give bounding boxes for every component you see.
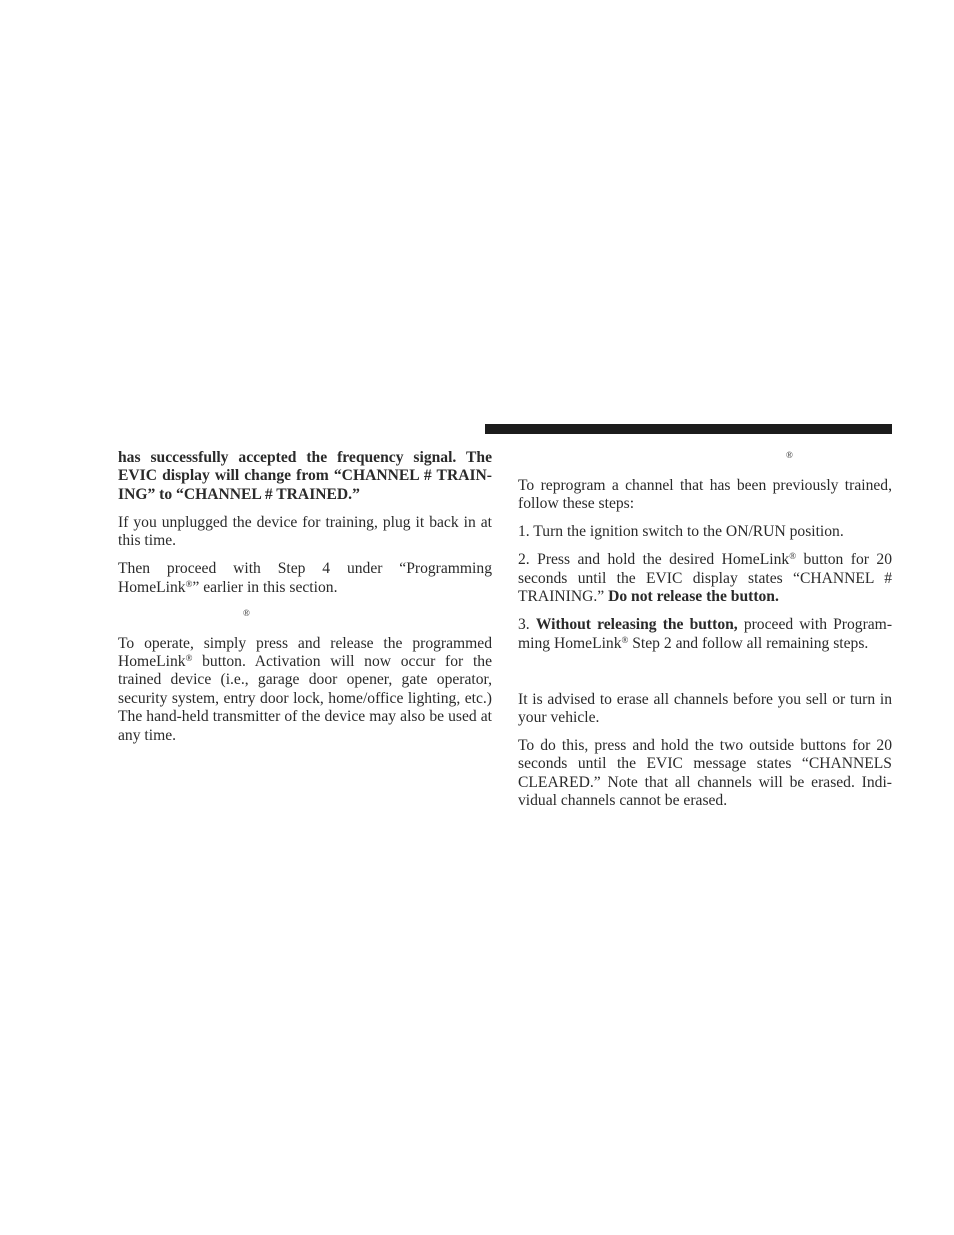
using-homelink-heading — [118, 607, 492, 625]
reprogram-intro-paragraph: To reprogram a channel that has been previously trained, follow these steps: — [518, 476, 892, 513]
proceed-step4-text: Then proceed with Step 4 under “Programming HomeLink — [118, 560, 492, 596]
left-column — [118, 449, 492, 755]
proceed-step4-text-end: ” earlier in this section. — [192, 578, 338, 596]
registered-mark: ® — [621, 634, 629, 645]
registered-mark: ® — [185, 578, 193, 589]
step-2-text: 2. Press and hold the desired HomeLink — [518, 551, 790, 569]
step-2-text-mid: button for 20 seconds until the EVIC display states “CHANNEL # TRAINING.” — [518, 551, 893, 606]
step-3-text-end: Step 2 and follow all remaining steps. — [628, 634, 869, 652]
section-header-rule — [485, 424, 892, 434]
registered-mark: ® — [185, 653, 193, 664]
step-3-number: 3. — [518, 616, 536, 634]
heading-registered-mark: ® — [786, 450, 793, 460]
right-column — [518, 449, 892, 820]
registered-mark: ® — [789, 551, 797, 562]
operate-text: To operate, simply press and release the programmed HomeLink — [118, 634, 492, 671]
step-2-warning: Do not release the button. — [608, 588, 779, 606]
replug-device-paragraph: If you unplugged the device for training, plug it back in at this time. — [118, 513, 492, 550]
erase-advice-paragraph: It is advised to erase all channels before you sell or turn in your vehicle. — [518, 690, 892, 726]
reprogramming-heading — [518, 449, 892, 467]
step-1: 1. Turn the ignition switch to the ON/RUN position. — [518, 523, 844, 541]
step-3-text: proceed with Program- ming HomeLink — [518, 616, 893, 652]
step-3 — [518, 616, 892, 653]
security-heading-gap — [518, 663, 892, 681]
step-3-emphasis: Without releasing the button, — [535, 616, 738, 634]
erase-instructions-paragraph: To do this, press and hold the two outside buttons for 20 seconds until the EVIC message states “CHANNELS CLEARED.” Note that all channels will be erased. Indi- vidual channels cannot be erased. — [518, 737, 892, 810]
step-2 — [518, 551, 892, 606]
heading-registered-mark: ® — [243, 607, 250, 618]
operate-text-end: button. Activation will now occur for the trained device (i.e., garage door opener, gate operator, security system, entry door lock, home/office lighting, etc.) The hand-held transmitter of the device may also be used at any time. — [118, 653, 492, 744]
proceed-step4-paragraph — [118, 560, 492, 597]
operate-homelink-paragraph — [118, 635, 492, 745]
frequency-accepted-paragraph: has successfully accepted the frequency signal. The EVIC display will change from “CHANNEL # TRAIN- ING” to “CHANNEL # TRAINED.” — [118, 449, 492, 503]
